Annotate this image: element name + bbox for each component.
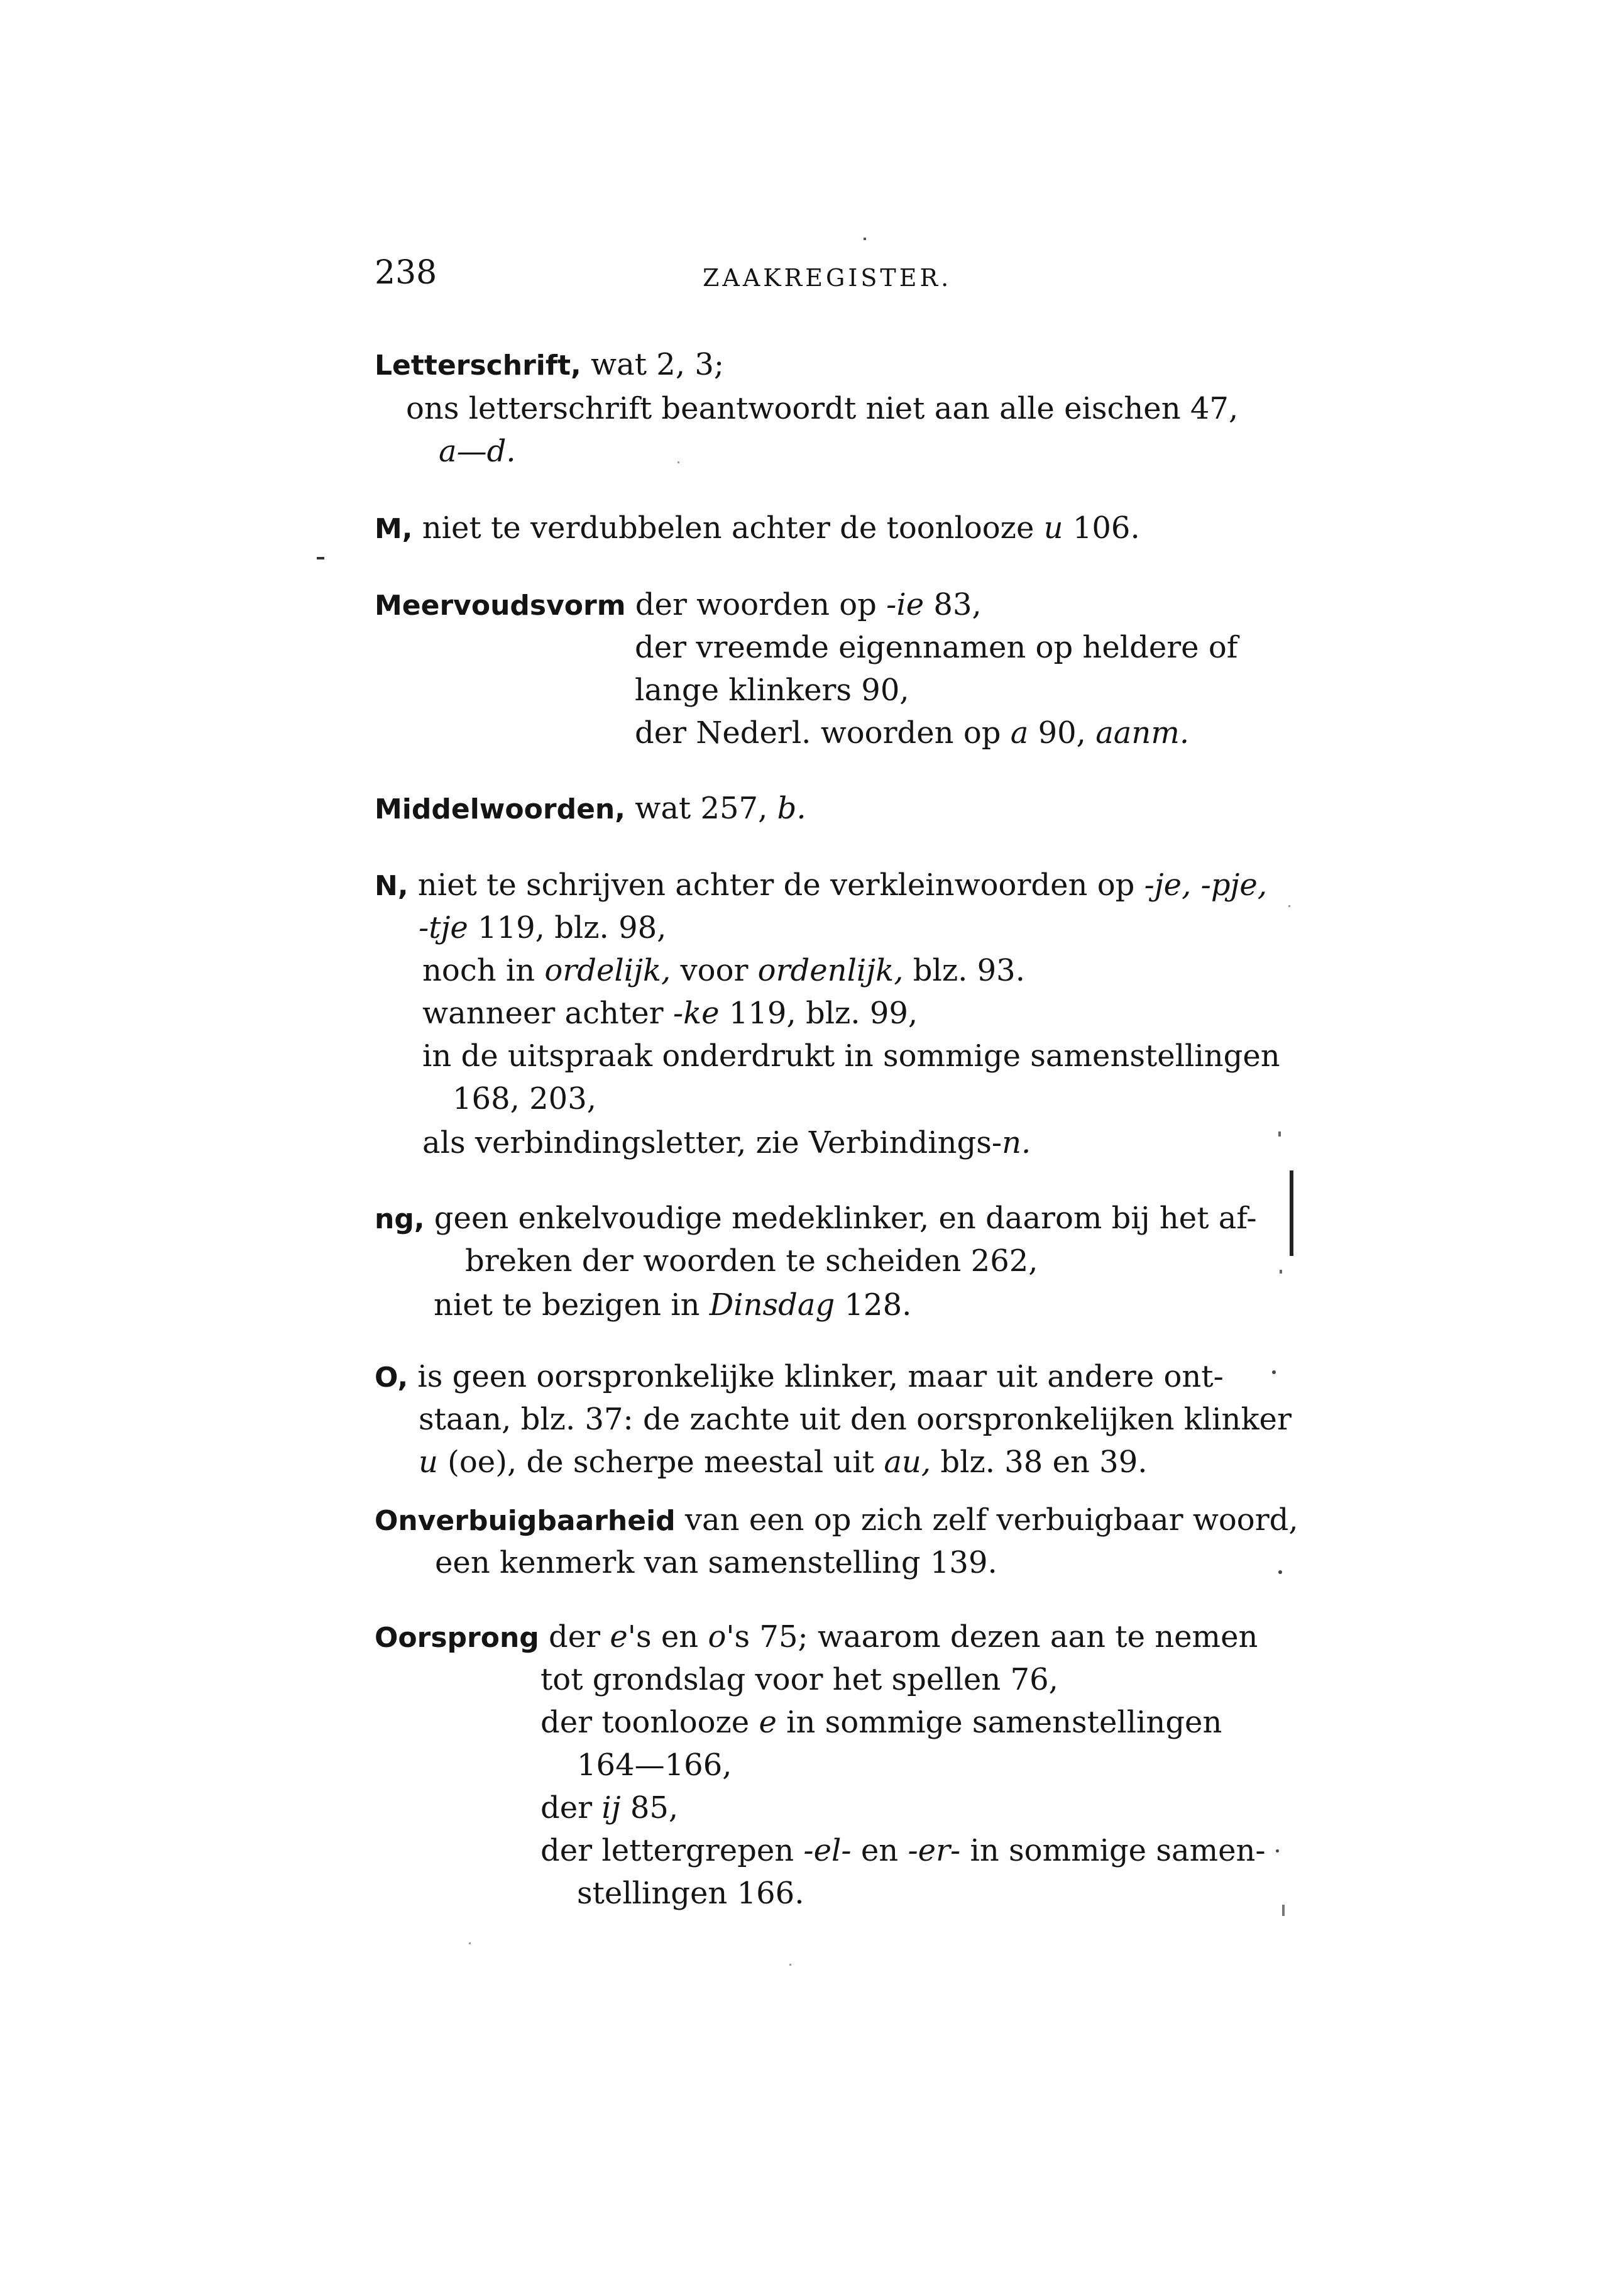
- entry-head: O,: [375, 1362, 409, 1394]
- scan-mark: [1290, 1170, 1293, 1256]
- entry-italic: a: [1010, 715, 1029, 751]
- entry-line: [434, 1287, 912, 1323]
- entry-line: in de uitspraak onderdrukt in sommige samenstellingen: [422, 1038, 1280, 1074]
- scan-speck: [469, 1942, 471, 1944]
- entry-text: voor: [671, 953, 758, 988]
- scan-speck: [1276, 1849, 1279, 1852]
- entry-line: [540, 1790, 679, 1825]
- entry-line: [419, 910, 667, 945]
- entry-italic: au,: [884, 1445, 931, 1480]
- entry-head: N,: [375, 870, 409, 902]
- entry-line: lange klinkers 90,: [635, 673, 909, 708]
- scan-speck: [1272, 1370, 1276, 1374]
- entry-line: [422, 1125, 1031, 1160]
- entry-text: wat 257,: [625, 791, 777, 826]
- entry-line: [422, 996, 918, 1031]
- scan-mark: [317, 557, 324, 559]
- entry-head: ng,: [375, 1203, 425, 1235]
- entry-head: Meervoudsvorm: [375, 590, 626, 622]
- entry-italic: -ie: [886, 587, 924, 622]
- entry-text: 106.: [1063, 510, 1140, 546]
- entry-italic: ordenlijk,: [757, 953, 904, 988]
- entry-head: Oorsprong: [375, 1622, 539, 1654]
- entry-italic: n.: [1002, 1125, 1031, 1160]
- entry-text: 's en: [627, 1619, 708, 1654]
- entry-text: niet te schrijven achter de verkleinwoorden op: [408, 867, 1144, 903]
- entry-text: 90,: [1028, 715, 1096, 751]
- entry-text: (oe), de scherpe meestal uit: [437, 1445, 884, 1480]
- entry-italic: b.: [777, 791, 806, 826]
- entry-line: [422, 955, 1025, 986]
- entry-head: M,: [375, 513, 413, 545]
- entry-text: wanneer achter: [422, 996, 673, 1031]
- entry-text: 128.: [835, 1287, 912, 1323]
- entry-line: breken der woorden te scheiden 262,: [465, 1243, 1038, 1279]
- entry-text: wat 2, 3;: [581, 347, 725, 382]
- entry-italic: a—d.: [439, 434, 516, 469]
- entry-text: 's 75; waarom dezen aan te nemen: [726, 1619, 1258, 1654]
- entry-line: [635, 715, 1190, 751]
- entry-text: in sommige samen-: [960, 1833, 1266, 1868]
- scan-speck: [1282, 1905, 1285, 1916]
- entry-line: stellingen 166.: [577, 1876, 804, 1911]
- entry-italic: Dinsdag: [709, 1287, 835, 1323]
- entry-line: 164—166,: [577, 1748, 732, 1783]
- entry-text: 83,: [924, 587, 982, 622]
- entry-italic: u: [1043, 510, 1063, 546]
- entry-italic: -je, -pje,: [1144, 867, 1268, 903]
- entry-text: is geen oorspronkelijke klinker, maar uit andere ont-: [408, 1359, 1224, 1394]
- entry-text: in sommige samenstellingen: [776, 1705, 1222, 1740]
- scan-speck: [789, 1964, 791, 1966]
- entry-n: [375, 867, 1268, 903]
- scan-speck: [1278, 1131, 1281, 1137]
- entry-text: der Nederl. woorden op: [635, 715, 1011, 751]
- scan-speck: [1280, 1270, 1282, 1274]
- entry-text: van een op zich zelf verbuigbaar woord,: [675, 1502, 1298, 1538]
- scan-speck: [1288, 905, 1290, 907]
- entry-head: Letterschrift,: [375, 350, 581, 382]
- entry-italic: -ke: [672, 996, 720, 1031]
- entry-meervoudsvorm: [375, 587, 982, 622]
- entry-oorsprong: [375, 1619, 1258, 1654]
- scan-speck: [864, 238, 866, 240]
- entry-m: [375, 510, 1140, 546]
- page-title: ZAAKREGISTER.: [703, 264, 952, 292]
- entry-line: [540, 1705, 1222, 1740]
- entry-text: der: [540, 1790, 602, 1825]
- entry-middelwoorden: [375, 791, 806, 826]
- entry-head: Middelwoorden,: [375, 793, 625, 825]
- entry-italic: -el-: [803, 1833, 852, 1868]
- entry-text: geen enkelvoudige medeklinker, en daarom bij het af-: [424, 1201, 1257, 1236]
- entry-text: der: [539, 1619, 610, 1654]
- entry-text: 85,: [620, 1790, 679, 1825]
- entry-line: [540, 1833, 1266, 1868]
- entry-head: Onverbuigbaarheid: [375, 1505, 676, 1537]
- entry-text: als verbindingsletter, zie Verbindings-: [422, 1125, 1002, 1160]
- entry-line: [439, 434, 516, 469]
- entry-text: 119, blz. 98,: [468, 910, 667, 945]
- scan-speck: [678, 461, 679, 463]
- entry-italic: ordelijk,: [544, 953, 671, 988]
- entry-letterschrift: [375, 347, 725, 382]
- entry-text: niet te bezigen in: [434, 1287, 710, 1323]
- entry-text: blz. 38 en 39.: [931, 1445, 1148, 1480]
- entry-text: noch in: [422, 953, 545, 988]
- entry-italic: aanm.: [1095, 715, 1190, 751]
- entry-italic: e: [759, 1705, 777, 1740]
- entry-italic: u: [419, 1445, 438, 1480]
- entry-line: tot grondslag voor het spellen 76,: [540, 1662, 1058, 1697]
- entry-o: [375, 1359, 1224, 1394]
- entry-italic: -er-: [908, 1833, 961, 1868]
- entry-italic: -tje: [419, 910, 468, 945]
- entry-line: der vreemde eigennamen op heldere of: [635, 630, 1238, 665]
- entry-text: der toonlooze: [540, 1705, 759, 1740]
- entry-onverbuigbaarheid: [375, 1502, 1298, 1538]
- entry-text: blz. 93.: [903, 953, 1025, 988]
- entry-text: der woorden op: [625, 587, 887, 622]
- entry-text: en: [851, 1833, 908, 1868]
- entry-text: 119, blz. 99,: [719, 996, 918, 1031]
- entry-italic: ij: [601, 1790, 621, 1825]
- entry-line: [419, 1445, 1148, 1480]
- entry-italic: e: [610, 1619, 628, 1654]
- entry-ng: [375, 1201, 1257, 1236]
- scan-speck: [1278, 1570, 1282, 1574]
- entry-line: een kenmerk van samenstelling 139.: [435, 1545, 997, 1580]
- page-number: 238: [375, 254, 437, 292]
- entry-line: staan, blz. 37: de zachte uit den oorspronkelijken klinker: [419, 1402, 1292, 1437]
- entry-text: der lettergrepen: [540, 1833, 804, 1868]
- entry-line: ons letterschrift beantwoordt niet aan alle eischen 47,: [406, 391, 1239, 426]
- entry-italic: o: [708, 1619, 727, 1654]
- entry-text: niet te verdubbelen achter de toonlooze: [412, 510, 1044, 546]
- entry-line: 168, 203,: [453, 1081, 597, 1116]
